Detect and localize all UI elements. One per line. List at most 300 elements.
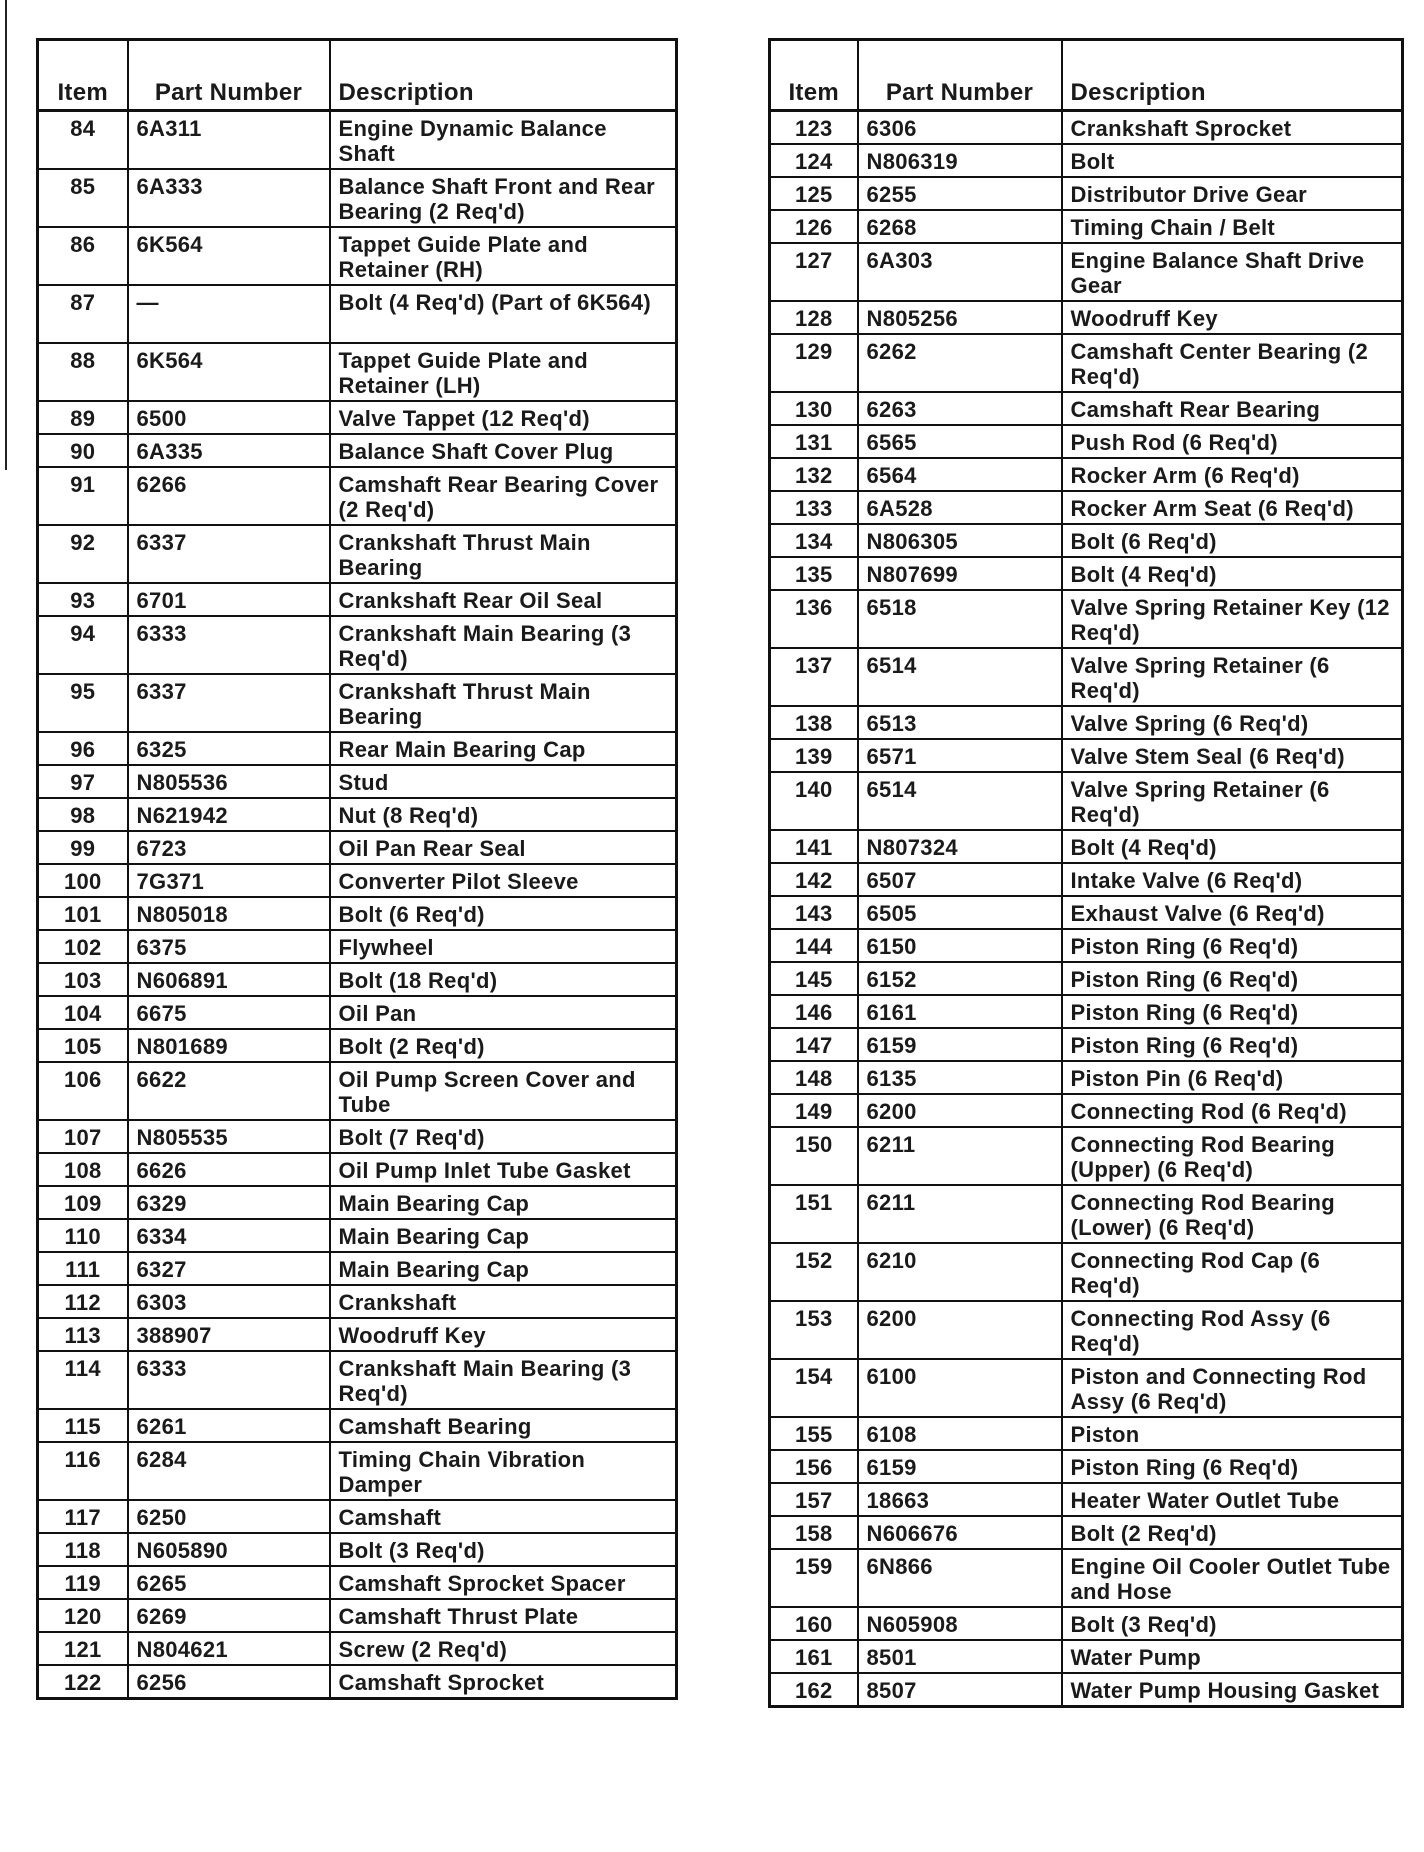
part-number-cell: 6150 [858, 929, 1062, 962]
description-cell: Distributor Drive Gear [1062, 177, 1403, 210]
description-cell: Piston Ring (6 Req'd) [1062, 995, 1403, 1028]
description-cell: Water Pump [1062, 1640, 1403, 1673]
description-cell: Crankshaft Thrust Main Bearing [330, 525, 677, 583]
table-row [38, 1665, 677, 1699]
description-cell: Bolt [1062, 144, 1403, 177]
table-row [38, 583, 677, 616]
item-cell: 145 [770, 962, 858, 995]
table-row [770, 1301, 1403, 1359]
table-row [770, 1516, 1403, 1549]
item-cell: 134 [770, 524, 858, 557]
item-cell: 118 [38, 1533, 128, 1566]
table-row [770, 1483, 1403, 1516]
item-cell: 155 [770, 1417, 858, 1450]
table-row [38, 765, 677, 798]
part-number-cell: 6565 [858, 425, 1062, 458]
part-number-cell: 6325 [128, 732, 330, 765]
description-cell: Connecting Rod (6 Req'd) [1062, 1094, 1403, 1127]
item-cell: 129 [770, 334, 858, 392]
item-cell: 156 [770, 1450, 858, 1483]
part-number-cell: 6A335 [128, 434, 330, 467]
item-cell: 159 [770, 1549, 858, 1607]
table-row [770, 1607, 1403, 1640]
parts-table-right [768, 38, 1404, 1708]
description-cell: Bolt (4 Req'd) [1062, 557, 1403, 590]
description-cell: Valve Spring (6 Req'd) [1062, 706, 1403, 739]
table-row [770, 648, 1403, 706]
table-row [38, 1500, 677, 1533]
item-cell: 138 [770, 706, 858, 739]
table-row [770, 739, 1403, 772]
item-cell: 109 [38, 1186, 128, 1219]
part-number-cell: 6337 [128, 525, 330, 583]
table-row [38, 169, 677, 227]
part-number-cell: 6723 [128, 831, 330, 864]
table-row [38, 1219, 677, 1252]
item-cell: 100 [38, 864, 128, 897]
table-row [38, 1632, 677, 1665]
part-number-cell: 6337 [128, 674, 330, 732]
item-cell: 117 [38, 1500, 128, 1533]
item-cell: 122 [38, 1665, 128, 1699]
description-cell: Engine Oil Cooler Outlet Tube and Hose [1062, 1549, 1403, 1607]
part-number-cell: 6518 [858, 590, 1062, 648]
part-number-cell: 6675 [128, 996, 330, 1029]
description-cell: Camshaft Rear Bearing [1062, 392, 1403, 425]
description-cell: Tappet Guide Plate and Retainer (LH) [330, 343, 677, 401]
item-cell: 161 [770, 1640, 858, 1673]
part-number-cell: 6306 [858, 111, 1062, 145]
description-cell: Heater Water Outlet Tube [1062, 1483, 1403, 1516]
part-number-cell: — [128, 285, 330, 343]
table-row [38, 1120, 677, 1153]
table-row [770, 1450, 1403, 1483]
item-cell: 119 [38, 1566, 128, 1599]
item-cell: 115 [38, 1409, 128, 1442]
part-number-cell: 18663 [858, 1483, 1062, 1516]
description-cell: Woodruff Key [1062, 301, 1403, 334]
description-cell: Bolt (6 Req'd) [1062, 524, 1403, 557]
table-row [770, 1417, 1403, 1450]
description-cell: Balance Shaft Front and Rear Bearing (2 Req'd) [330, 169, 677, 227]
part-number-cell: 6269 [128, 1599, 330, 1632]
description-cell: Connecting Rod Assy (6 Req'd) [1062, 1301, 1403, 1359]
part-number-cell: 6284 [128, 1442, 330, 1500]
part-number-cell: 6514 [858, 648, 1062, 706]
item-cell: 91 [38, 467, 128, 525]
item-cell: 131 [770, 425, 858, 458]
item-cell: 84 [38, 111, 128, 170]
item-cell: 127 [770, 243, 858, 301]
header-row [38, 40, 677, 111]
table-row [770, 301, 1403, 334]
table-row [770, 177, 1403, 210]
description-cell: Bolt (7 Req'd) [330, 1120, 677, 1153]
description-cell: Piston Pin (6 Req'd) [1062, 1061, 1403, 1094]
description-cell: Valve Tappet (12 Req'd) [330, 401, 677, 434]
table-row [770, 1640, 1403, 1673]
description-cell: Crankshaft Sprocket [1062, 111, 1403, 145]
part-number-cell: 6514 [858, 772, 1062, 830]
part-number-cell: 6327 [128, 1252, 330, 1285]
item-cell: 99 [38, 831, 128, 864]
item-cell: 153 [770, 1301, 858, 1359]
description-cell: Timing Chain / Belt [1062, 210, 1403, 243]
table-row [38, 1153, 677, 1186]
item-cell: 141 [770, 830, 858, 863]
description-cell: Camshaft Center Bearing (2 Req'd) [1062, 334, 1403, 392]
part-number-cell: 6255 [858, 177, 1062, 210]
description-cell: Intake Valve (6 Req'd) [1062, 863, 1403, 896]
margin-rule [5, 0, 7, 470]
table-row [38, 1533, 677, 1566]
item-cell: 85 [38, 169, 128, 227]
part-number-cell: 6333 [128, 1351, 330, 1409]
description-cell: Camshaft Rear Bearing Cover (2 Req'd) [330, 467, 677, 525]
description-cell: Bolt (6 Req'd) [330, 897, 677, 930]
description-cell: Valve Spring Retainer (6 Req'd) [1062, 772, 1403, 830]
table-row [770, 1094, 1403, 1127]
table-row [770, 1549, 1403, 1607]
description-cell: Oil Pan [330, 996, 677, 1029]
item-cell: 93 [38, 583, 128, 616]
table-row [770, 863, 1403, 896]
description-cell: Tappet Guide Plate and Retainer (RH) [330, 227, 677, 285]
part-number-cell: 6A303 [858, 243, 1062, 301]
description-cell: Crankshaft [330, 1285, 677, 1318]
table-row [770, 1673, 1403, 1707]
item-cell: 130 [770, 392, 858, 425]
table-row [770, 772, 1403, 830]
part-number-cell: 6K564 [128, 343, 330, 401]
part-number-cell: 6210 [858, 1243, 1062, 1301]
item-cell: 146 [770, 995, 858, 1028]
part-number-cell: 6159 [858, 1450, 1062, 1483]
item-cell: 88 [38, 343, 128, 401]
description-cell: Main Bearing Cap [330, 1252, 677, 1285]
item-cell: 107 [38, 1120, 128, 1153]
item-cell: 133 [770, 491, 858, 524]
item-cell: 101 [38, 897, 128, 930]
part-number-cell: 6211 [858, 1185, 1062, 1243]
item-cell: 160 [770, 1607, 858, 1640]
description-cell: Timing Chain Vibration Damper [330, 1442, 677, 1500]
description-cell: Main Bearing Cap [330, 1219, 677, 1252]
description-cell: Valve Stem Seal (6 Req'd) [1062, 739, 1403, 772]
description-cell: Bolt (2 Req'd) [1062, 1516, 1403, 1549]
item-cell: 102 [38, 930, 128, 963]
description-cell: Flywheel [330, 930, 677, 963]
table-row [770, 1061, 1403, 1094]
item-cell: 120 [38, 1599, 128, 1632]
item-cell: 125 [770, 177, 858, 210]
description-cell: Camshaft Bearing [330, 1409, 677, 1442]
part-number-cell: 6375 [128, 930, 330, 963]
description-cell: Rocker Arm Seat (6 Req'd) [1062, 491, 1403, 524]
description-cell: Engine Balance Shaft Drive Gear [1062, 243, 1403, 301]
part-number-cell: N605908 [858, 1607, 1062, 1640]
description-cell: Crankshaft Main Bearing (3 Req'd) [330, 1351, 677, 1409]
parts-rows-left [38, 111, 677, 1699]
table-row [770, 896, 1403, 929]
item-cell: 104 [38, 996, 128, 1029]
table-row [770, 144, 1403, 177]
table-row [38, 401, 677, 434]
table-row [770, 830, 1403, 863]
table-row [38, 996, 677, 1029]
table-row [770, 111, 1403, 145]
table-row [770, 557, 1403, 590]
table-row [38, 963, 677, 996]
item-cell: 148 [770, 1061, 858, 1094]
description-cell: Piston Ring (6 Req'd) [1062, 1450, 1403, 1483]
table-row [770, 524, 1403, 557]
table-row [770, 425, 1403, 458]
table-row [770, 243, 1403, 301]
table-row [38, 1566, 677, 1599]
description-cell: Camshaft Sprocket Spacer [330, 1566, 677, 1599]
item-cell: 116 [38, 1442, 128, 1500]
table-row [38, 525, 677, 583]
table-row [770, 995, 1403, 1028]
description-cell: Valve Spring Retainer (6 Req'd) [1062, 648, 1403, 706]
parts-rows-right [770, 111, 1403, 1707]
part-number-cell: 6261 [128, 1409, 330, 1442]
part-number-header: Part Number [858, 40, 1062, 111]
item-cell: 151 [770, 1185, 858, 1243]
item-cell: 95 [38, 674, 128, 732]
description-cell: Water Pump Housing Gasket [1062, 1673, 1403, 1707]
part-number-cell: 6200 [858, 1094, 1062, 1127]
table-row [770, 1127, 1403, 1185]
description-cell: Oil Pump Inlet Tube Gasket [330, 1153, 677, 1186]
table-row [38, 798, 677, 831]
part-number-cell: 6A528 [858, 491, 1062, 524]
part-number-cell: N605890 [128, 1533, 330, 1566]
description-cell: Camshaft Sprocket [330, 1665, 677, 1699]
part-number-cell: 6303 [128, 1285, 330, 1318]
item-cell: 137 [770, 648, 858, 706]
description-cell: Bolt (4 Req'd) (Part of 6K564) [330, 285, 677, 343]
table-row [38, 434, 677, 467]
table-row [38, 1252, 677, 1285]
description-cell: Connecting Rod Cap (6 Req'd) [1062, 1243, 1403, 1301]
part-number-cell: 6135 [858, 1061, 1062, 1094]
description-cell: Bolt (18 Req'd) [330, 963, 677, 996]
part-number-cell: N805018 [128, 897, 330, 930]
table-row [770, 1359, 1403, 1417]
item-cell: 87 [38, 285, 128, 343]
table-row [770, 1243, 1403, 1301]
part-number-cell: 6100 [858, 1359, 1062, 1417]
description-cell: Piston Ring (6 Req'd) [1062, 1028, 1403, 1061]
part-number-cell: 6701 [128, 583, 330, 616]
item-cell: 110 [38, 1219, 128, 1252]
part-number-cell: N807699 [858, 557, 1062, 590]
item-cell: 136 [770, 590, 858, 648]
table-row [770, 929, 1403, 962]
item-cell: 86 [38, 227, 128, 285]
item-cell: 162 [770, 1673, 858, 1707]
item-cell: 149 [770, 1094, 858, 1127]
table-row [38, 111, 677, 170]
part-number-cell: 6211 [858, 1127, 1062, 1185]
part-number-cell: 7G371 [128, 864, 330, 897]
table-row [38, 467, 677, 525]
description-cell: Balance Shaft Cover Plug [330, 434, 677, 467]
description-cell: Rocker Arm (6 Req'd) [1062, 458, 1403, 491]
item-header: Item [770, 40, 858, 111]
item-cell: 111 [38, 1252, 128, 1285]
table-row [38, 1318, 677, 1351]
item-cell: 157 [770, 1483, 858, 1516]
part-number-cell: N801689 [128, 1029, 330, 1062]
description-cell: Engine Dynamic Balance Shaft [330, 111, 677, 170]
item-cell: 132 [770, 458, 858, 491]
item-header: Item [38, 40, 128, 111]
description-header: Description [330, 40, 677, 111]
item-cell: 96 [38, 732, 128, 765]
part-number-cell: 6265 [128, 1566, 330, 1599]
item-cell: 124 [770, 144, 858, 177]
item-cell: 142 [770, 863, 858, 896]
description-cell: Crankshaft Main Bearing (3 Req'd) [330, 616, 677, 674]
part-number-cell: 6262 [858, 334, 1062, 392]
description-cell: Converter Pilot Sleeve [330, 864, 677, 897]
table-row [38, 1599, 677, 1632]
part-number-cell: N606891 [128, 963, 330, 996]
item-cell: 123 [770, 111, 858, 145]
description-cell: Piston Ring (6 Req'd) [1062, 962, 1403, 995]
item-cell: 90 [38, 434, 128, 467]
item-cell: 103 [38, 963, 128, 996]
description-cell: Bolt (3 Req'd) [330, 1533, 677, 1566]
part-number-cell: 6A333 [128, 169, 330, 227]
part-number-cell: 6159 [858, 1028, 1062, 1061]
item-cell: 126 [770, 210, 858, 243]
table-row [38, 1285, 677, 1318]
part-number-cell: 6263 [858, 392, 1062, 425]
item-cell: 135 [770, 557, 858, 590]
table-row [770, 491, 1403, 524]
part-number-cell: 6200 [858, 1301, 1062, 1359]
part-number-cell: 6329 [128, 1186, 330, 1219]
part-number-cell: N805256 [858, 301, 1062, 334]
item-cell: 98 [38, 798, 128, 831]
part-number-cell: N621942 [128, 798, 330, 831]
part-number-cell: N805535 [128, 1120, 330, 1153]
part-number-cell: 8507 [858, 1673, 1062, 1707]
item-cell: 105 [38, 1029, 128, 1062]
description-cell: Crankshaft Rear Oil Seal [330, 583, 677, 616]
part-number-cell: 6334 [128, 1219, 330, 1252]
item-cell: 150 [770, 1127, 858, 1185]
description-cell: Bolt (3 Req'd) [1062, 1607, 1403, 1640]
part-number-cell: 6571 [858, 739, 1062, 772]
part-number-cell: 6256 [128, 1665, 330, 1699]
part-number-cell: 6A311 [128, 111, 330, 170]
part-number-cell: 6507 [858, 863, 1062, 896]
table-row [38, 1029, 677, 1062]
description-cell: Rear Main Bearing Cap [330, 732, 677, 765]
item-cell: 147 [770, 1028, 858, 1061]
part-number-cell: N806305 [858, 524, 1062, 557]
description-cell: Woodruff Key [330, 1318, 677, 1351]
description-cell: Crankshaft Thrust Main Bearing [330, 674, 677, 732]
description-cell: Piston Ring (6 Req'd) [1062, 929, 1403, 962]
description-cell: Exhaust Valve (6 Req'd) [1062, 896, 1403, 929]
table-row [38, 674, 677, 732]
part-number-cell: 6333 [128, 616, 330, 674]
part-number-cell: 8501 [858, 1640, 1062, 1673]
item-cell: 106 [38, 1062, 128, 1120]
item-cell: 113 [38, 1318, 128, 1351]
part-number-cell: N804621 [128, 1632, 330, 1665]
description-cell: Valve Spring Retainer Key (12 Req'd) [1062, 590, 1403, 648]
header-row [770, 40, 1403, 111]
table-row [770, 590, 1403, 648]
part-number-cell: 6268 [858, 210, 1062, 243]
table-row [38, 831, 677, 864]
part-number-cell: 6K564 [128, 227, 330, 285]
table-row [38, 343, 677, 401]
item-cell: 152 [770, 1243, 858, 1301]
part-number-cell: N606676 [858, 1516, 1062, 1549]
part-number-cell: 6152 [858, 962, 1062, 995]
table-row [770, 392, 1403, 425]
table-row [770, 706, 1403, 739]
table-row [770, 210, 1403, 243]
table-row [38, 285, 677, 343]
table-row [770, 1185, 1403, 1243]
table-row [770, 334, 1403, 392]
description-cell: Connecting Rod Bearing (Lower) (6 Req'd) [1062, 1185, 1403, 1243]
description-cell: Screw (2 Req'd) [330, 1632, 677, 1665]
part-number-cell: 6500 [128, 401, 330, 434]
table-row [38, 1351, 677, 1409]
table-row [38, 1186, 677, 1219]
part-number-header: Part Number [128, 40, 330, 111]
part-number-cell: 6622 [128, 1062, 330, 1120]
item-cell: 144 [770, 929, 858, 962]
description-cell: Push Rod (6 Req'd) [1062, 425, 1403, 458]
table-row [38, 1442, 677, 1500]
item-cell: 143 [770, 896, 858, 929]
description-cell: Piston [1062, 1417, 1403, 1450]
table-row [770, 458, 1403, 491]
table-row [38, 1062, 677, 1120]
part-number-cell: N805536 [128, 765, 330, 798]
description-cell: Camshaft Thrust Plate [330, 1599, 677, 1632]
table-row [38, 864, 677, 897]
part-number-cell: 6505 [858, 896, 1062, 929]
parts-table-left [36, 38, 678, 1700]
part-number-cell: N807324 [858, 830, 1062, 863]
item-cell: 94 [38, 616, 128, 674]
description-cell: Bolt (4 Req'd) [1062, 830, 1403, 863]
description-cell: Main Bearing Cap [330, 1186, 677, 1219]
table-row [38, 897, 677, 930]
description-cell: Oil Pan Rear Seal [330, 831, 677, 864]
table-row [38, 732, 677, 765]
description-cell: Bolt (2 Req'd) [330, 1029, 677, 1062]
item-cell: 121 [38, 1632, 128, 1665]
description-header: Description [1062, 40, 1403, 111]
table-row [38, 227, 677, 285]
part-number-cell: 6108 [858, 1417, 1062, 1450]
description-cell: Piston and Connecting Rod Assy (6 Req'd) [1062, 1359, 1403, 1417]
description-cell: Camshaft [330, 1500, 677, 1533]
